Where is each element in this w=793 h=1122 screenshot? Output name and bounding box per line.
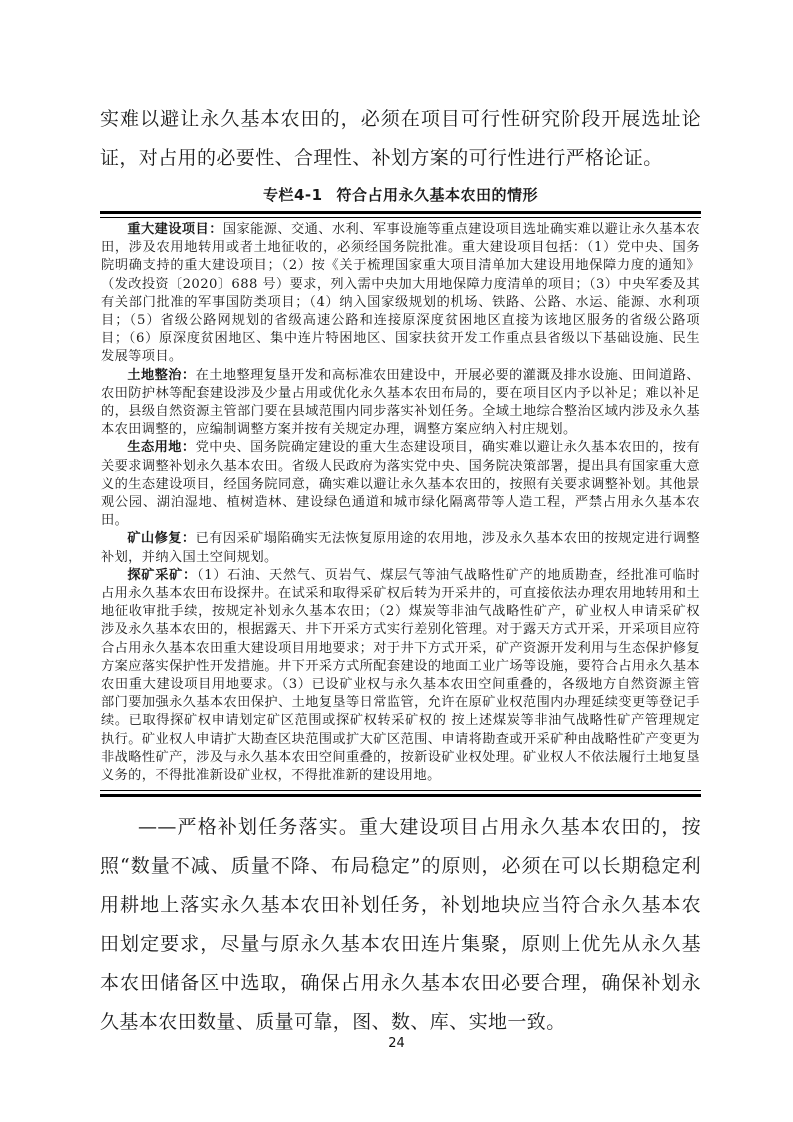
page-content	[100, 100, 701, 1042]
box-title	[100, 185, 701, 206]
box-paragraph: 矿山修复：已有因采矿塌陷确实无法恢复原用途的农用地，涉及永久基本农田的按规定进行调整补划，并纳入国土空间规划。	[101, 531, 701, 565]
box-title-label: 专栏4-1	[262, 186, 323, 204]
box-paragraph-term: 土地整治：	[127, 367, 196, 383]
box-paragraph: 重大建设项目：国家能源、交通、水利、军事设施等重点建设项目选址确实难以避让永久基本农田，涉及农用地转用或者土地征收的，必须经国务院批准。重大建设项目包括：（1）党中央、国务院明确支持的重大建设项目；（2）按《关于梳理国家重大项目清单加大建设用地保障力度的通知》（发改投资〔2020〕688 号）要求，列入需中央加大用地保障力度清单的项目；（3）中央军委及其有关部门批准的军事国防类项目；（4）纳入国家级规划的机场、铁路、公路、水运、能源、水利项目；（5）省级公路网规划的省级高速公路和连接原深度贫困地区直接为该地区服务的省级公路项目；（6）原深度贫困地区、集中连片特困地区、国家扶贫开发工作重点县省级以下基础设施、民生发展等项目。	[101, 222, 700, 365]
box-paragraph-term: 矿山修复：	[127, 531, 196, 547]
box-bottom-rule	[100, 790, 701, 797]
box-paragraph-term: 生态用地：	[127, 440, 196, 456]
box-paragraph-term: 重大建设项目：	[127, 222, 223, 237]
box-paragraph: 土地整治：在土地整理复垦开发和高标准农田建设中，开展必要的灌溉及排水设施、田间道路、农田防护林等配套建设涉及少量占用或优化永久基本农田布局的，要在项目区内予以补足；难以补足的，县级自然资源主管部门要在县域范围内同步落实补划任务。全域土地综合整治区域内涉及永久基本农田调整的，应编制调整方案并按有关规定办理，调整方案应纳入村庄规划。	[101, 367, 701, 438]
box-paragraph: 生态用地：党中央、国务院确定建设的重大生态建设项目，确实难以避让永久基本农田的，按有关要求调整补划永久基本农田。省级人民政府为落实党中央、国务院决策部署，提出具有国家重大意义的生态建设项目，经国务院同意，确实难以避让永久基本农田的，按照有关要求调整补划。其他景观公园、湖泊湿地、植树造林、建设绿色通道和城市绿化隔离带等人造工程，严禁占用永久基本农田。	[101, 440, 701, 529]
column-box	[100, 185, 701, 797]
intro-paragraph: 实难以避让永久基本农田的，必须在项目可行性研究阶段开展选址论证，对占用的必要性、合理性、补划方案的可行性进行严格论证。	[100, 108, 701, 169]
box-paragraph-term: 探矿采矿：	[127, 567, 197, 583]
box-top-rule	[100, 211, 701, 218]
closing-paragraph: ——严格补划任务落实。重大建设项目占用永久基本农田的，按照“数量不减、质量不降、布局稳定”的原则，必须在可以长期稳定利用耕地上落实永久基本农田补划任务，补划地块应当符合永久基本农田划定要求，尽量与原永久基本农田连片集聚，原则上优先从永久基本农田储备区中选取，确保占用永久基本农田必要合理，确保补划永久基本农田数量、质量可靠，图、数、库、实地一致。	[100, 816, 701, 1034]
box-title-text: 符合占用永久基本农田的情形	[336, 186, 539, 204]
page-number: 24	[388, 1036, 405, 1051]
box-paragraph: 探矿采矿：（1）石油、天然气、页岩气、煤层气等油气战略性矿产的地质勘查，经批准可临时占用永久基本农田布设探井。在试采和取得采矿权后转为开采井的，可直接依法办理农用地转用和土地征收审批手续，按规定补划永久基本农田；（2）煤炭等非油气战略性矿产，矿业权人申请采矿权涉及永久基本农田的，根据露天、井下开采方式实行差别化管理。对于露天方式开采，开采项目应符合占用永久基本农田重大建设项目用地要求；对于井下方式开采，矿产资源开发利用与生态保护修复方案应落实保护性开发措施。井下开采方式所配套建设的地面工业广场等设施，要符合占用永久基本农田重大建设项目用地要求。（3）已设矿业权与永久基本农田空间重叠的，各级地方自然资源主管部门要加强永久基本农田保护、土地复垦等日常监管，允许在原矿业权范围内办理延续变更等登记手续。已取得探矿权申请划定矿区范围或探矿权转采矿权的 按上述煤炭等非油气战略性矿产管理规定执行。矿业权人申请扩大勘查区块范围或扩大矿区范围、申请将勘查或开采矿种由战略性矿产变更为非战略性矿产，涉及与永久基本农田空间重叠的，按新设矿业权处理。矿业权人不依法履行土地复垦义务的，不得批准新设矿业权，不得批准新的建设用地。	[101, 567, 700, 784]
box-body	[100, 218, 701, 790]
